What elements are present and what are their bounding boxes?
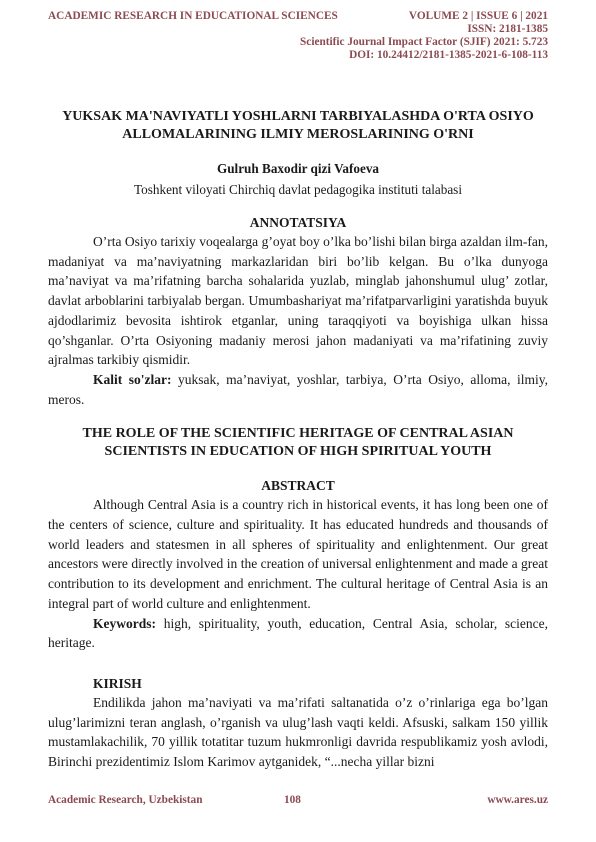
en-title: THE ROLE OF THE SCIENTIFIC HERITAGE OF CENTRAL ASIAN SCIENTISTS IN EDUCATION OF HIGH SPIRITUAL YOUTH (82, 426, 514, 460)
uz-title: YUKSAK MA'NAVIYATLI YOSHLARNI TARBIYALASHDA O'RTA OSIYO ALLOMALARINING ILMIY MEROSLARINING O'RNI (62, 109, 534, 142)
page-number: 108 (284, 794, 301, 806)
journal-name: ACADEMIC RESEARCH IN EDUCATIONAL SCIENCES (48, 10, 338, 22)
en-abstract: Although Central Asia is a country rich in historical events, it has long been one of the centers of science, culture and spirituality. It has educated hundreds and thousands of world leaders and statesmen in all spheres of spirituality and enlightenment. Our great ancestors were directly involved in the creation of universal enlightenment and made a great contribution to its development and enrichment. The cultural heritage of Central Asia is an integral part of world culture and enlightenment. (48, 497, 548, 611)
en-keywords-text: high, spirituality, youth, education, Central Asia, scholar, science, heritage. (48, 615, 548, 651)
uz-abstract-heading: ANNOTATSIYA (249, 215, 347, 230)
page-header (48, 10, 548, 62)
volume-issue: VOLUME 2 | ISSUE 6 | 2021 (408, 10, 548, 22)
footer-website: www.ares.uz (487, 794, 548, 806)
issn: ISSN: 2181-1385 (467, 23, 548, 35)
en-keywords-label: Keywords: (93, 615, 156, 631)
uz-keywords (48, 370, 548, 409)
impact-factor: Scientific Journal Impact Factor (SJIF) 2021: 5.723 (300, 36, 548, 48)
author-affiliation: Toshkent viloyati Chirchiq davlat pedagogika instituti talabasi (134, 182, 462, 197)
author-name: Gulruh Baxodir qizi Vafoeva (216, 161, 380, 176)
intro-heading: KIRISH (93, 675, 142, 691)
en-abstract-heading: ABSTRACT (261, 478, 335, 494)
doi: DOI: 10.24412/2181-1385-2021-6-108-113 (349, 49, 548, 61)
footer-journal: Academic Research, Uzbekistan (48, 794, 203, 806)
intro-text: Endilikda jahon ma’naviyati va ma’rifati saltanatida o’z o’rinlariga ega bo’lgan ulug’larimizni teran anglash, o’rganish va ulug’lash vaqti keldi. Afsuski, salkam 150 yillik mustamlakachilik, 70 yillik totatitar tuzum hukmronligi davrida respublikamiz yosh avlodi, Birinchi prezidentimiz Islom Karimov aytganidek, “...necha yillar bizni (48, 694, 548, 770)
uz-keywords-label: Kalit so'zlar: (93, 371, 172, 387)
article-body (48, 108, 548, 772)
header-top-row (48, 10, 548, 23)
uz-keywords-text: yuksak, ma’naviyat, yoshlar, tarbiya, O’rta Osiyo, alloma, ilmiy, meros. (48, 371, 548, 407)
uz-abstract: O’rta Osiyo tarixiy voqealarga g’oyat boy o’lka bo’lishi bilan birga azaldan ilm-fan, madaniyat va ma’naviyatning markazlaridan biri bo’lib kelgan. Bu o’lka dunyoga ma’naviyat va ma’rifatning barcha sohalarida yuzlab, minglab jahonshumul ulug’ zotlar, davlat arboblarini tarbiyalab bergan. Umumbashariyat ma’rifatparvarligini yaratishda buyuk ajdodlarimiz bevosita ishtirok etganlar, uning taraqqiyoti va boyishiga ulkan hissa qo’shganlar. O’rta Osiyoning madaniy merosi jahon madaniyati va ma’rifatining zuviy ajralmas tarkibiy qismidir. (48, 234, 548, 368)
en-keywords (48, 614, 548, 653)
